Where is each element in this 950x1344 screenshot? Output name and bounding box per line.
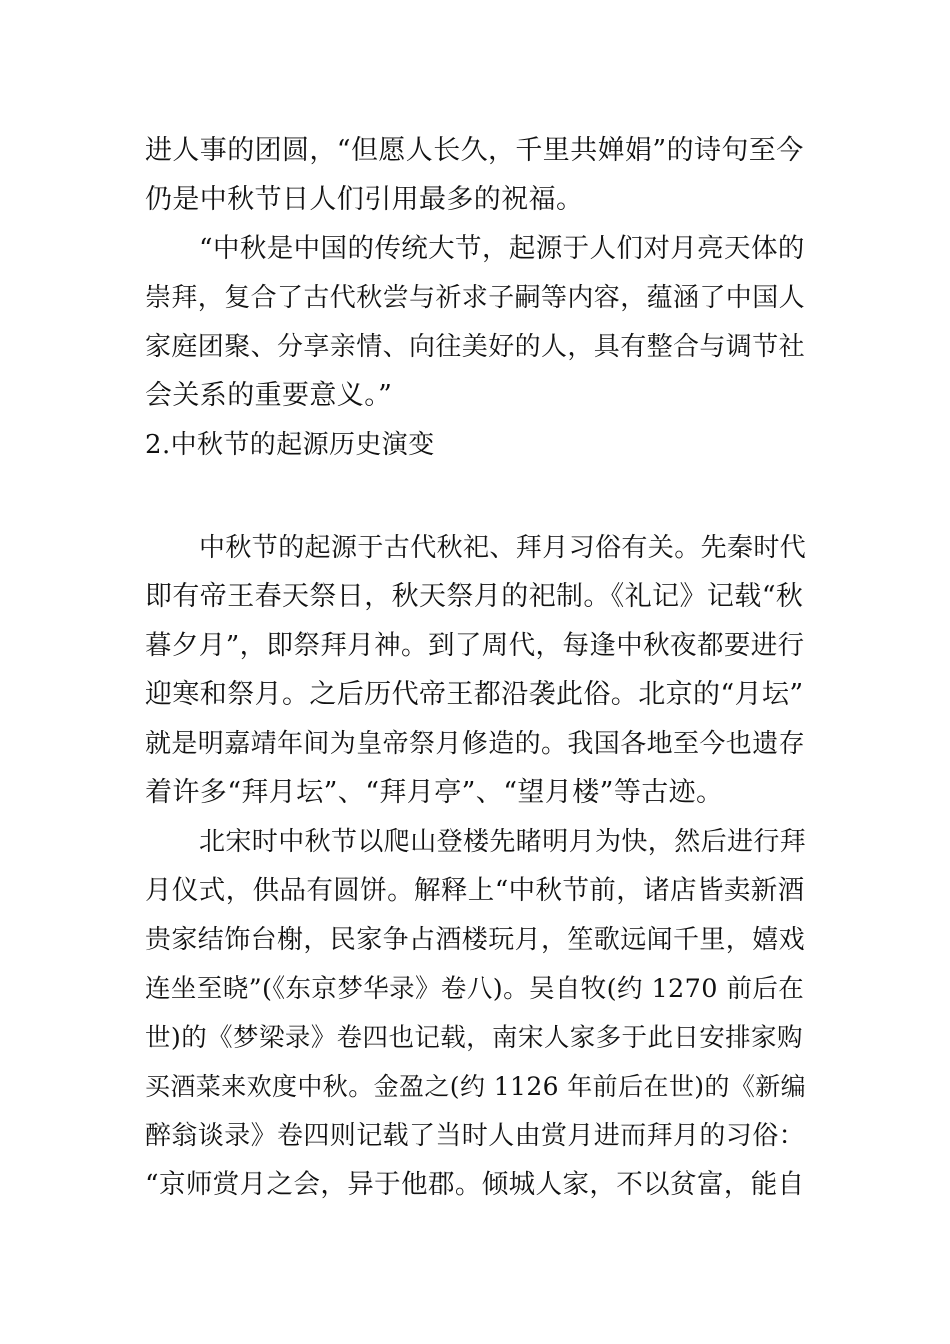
paragraph-line: 会关系的重要意义。”	[145, 380, 393, 411]
paragraph-line: 月仪式，供品有圆饼。解释上“中秋节前，诸店皆卖新酒	[145, 875, 805, 906]
section-heading: 2.中秋节的起源历史演变	[145, 430, 435, 460]
paragraph-line: 连坐至晓”(《东京梦华录》卷八)。吴自牧(约 1270 前后在	[145, 974, 805, 1004]
paragraph-line: 即有帝王春天祭日，秋天祭月的祀制。《礼记》记载“秋	[145, 581, 804, 612]
paragraph-line: 迎寒和祭月。之后历代帝王都沿袭此俗。北京的“月坛”	[145, 679, 804, 710]
paragraph-line: 就是明嘉靖年间为皇帝祭月修造的。我国各地至今也遗存	[145, 729, 806, 759]
paragraph-line: “京师赏月之会，异于他郡。倾城人家，不以贫富，能自	[145, 1169, 805, 1200]
paragraph-line: 世)的《梦梁录》卷四也记载，南宋人家多于此日安排家购	[145, 1023, 803, 1053]
paragraph-line: 醉翁谈录》卷四则记载了当时人由赏月进而拜月的习俗：	[145, 1121, 806, 1151]
paragraph-line: 仍是中秋节日人们引用最多的祝福。	[145, 184, 584, 215]
paragraph-line: 北宋时中秋节以爬山登楼先睹明月为快，然后进行拜	[199, 827, 807, 857]
paragraph-line: 家庭团聚、分享亲情、向往美好的人，具有整合与调节社	[145, 332, 806, 362]
paragraph-line: 崇拜，复合了古代秋尝与祈求子嗣等内容，蕴涵了中国人	[145, 283, 806, 313]
paragraph-line: 暮夕月”，即祭拜月神。到了周代，每逢中秋夜都要进行	[145, 630, 805, 661]
paragraph-line: 贵家结饰台榭，民家争占酒楼玩月，笙歌远闻千里，嬉戏	[145, 925, 806, 955]
paragraph-line: 买酒菜来欢度中秋。金盈之(约 1126 年前后在世)的《新编	[145, 1072, 807, 1101]
paragraph-line: 中秋节的起源于古代秋祀、拜月习俗有关。先秦时代	[199, 533, 807, 563]
paragraph-line: 进人事的团圆，“但愿人长久，千里共婵娟”的诗句至今	[145, 135, 804, 166]
paragraph-line: 着许多“拜月坛”、“拜月亭”、“望月楼”等古迹。	[145, 777, 724, 808]
paragraph-line: “中秋是中国的传统大节，起源于人们对月亮天体的	[199, 233, 805, 264]
